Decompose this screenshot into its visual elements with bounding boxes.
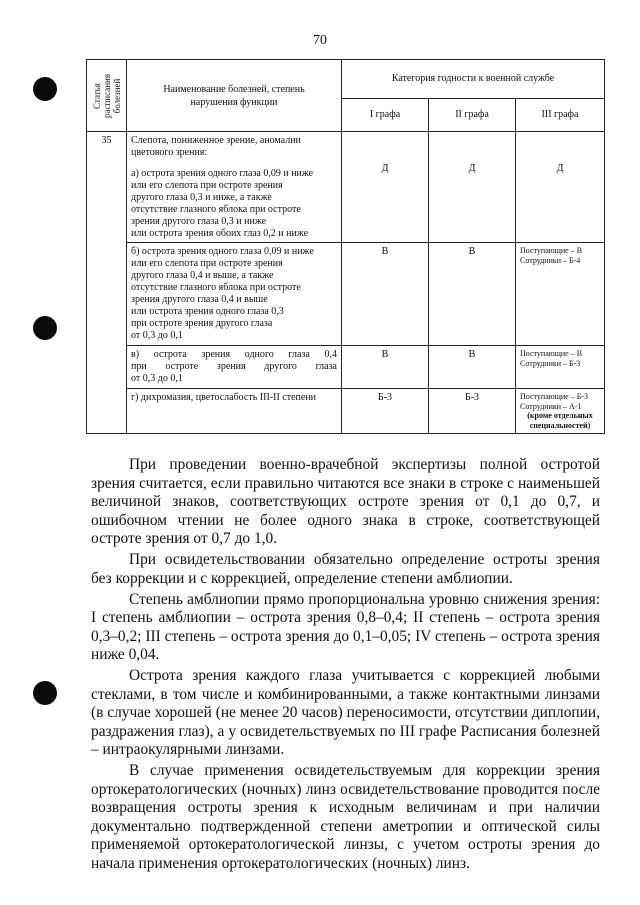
graph-3-header: III графа [516, 99, 605, 132]
condition-cell: б) острота зрения одного глаза 0,09 и ниже или его слепота при остроте зрения другого глаза 0,4 и выше, а также отсутствие глазного яблока при остроте зрения другого глаза 0,4 и выше или острота зрения одного глаза 0,3 при остроте зрения другого глаза от 0,3 до 0,1 [127, 243, 342, 346]
paragraph: Острота зрения каждого глаза учитывается с коррекцией любыми стеклами, в том числе и комбинированными, а также контактными линзами (в случае хорошей (не менее 20 часов) переносимости, отсутствии диплопии, раздражения глаз), а у освидетельствуемых по III графе Расписания болезней – интраокулярными линзами. [91, 667, 600, 758]
disease-schedule-table [86, 59, 605, 434]
graph-1-value: Д [342, 132, 429, 243]
condition-cell: в) острота зрения одного глаза 0,4 при остроте зрения другого глаза от 0,3 до 0,1 [127, 346, 342, 389]
article-number: 35 [87, 132, 127, 434]
table-row [87, 346, 605, 389]
table-row [87, 243, 605, 346]
paragraph: В случае применения освидетельствуемым для коррекции зрения ортокератологических (ночных) линз освидетельствование проводится после возвращения остроты зрения к исходным величинам и при наличии документально подтвержденной степени аметропии и оптической силы применяемой ортокератологической линзы, с учетом остроты зрения до начала применения ортокератологических (ночных) линз. [91, 762, 600, 872]
graph-2-value: Д [429, 132, 516, 243]
article-column-label: Статья расписания болезней [91, 73, 122, 118]
paragraph: При проведении военно-врачебной экспертизы полной остротой зрения считается, если правильно читаются все знаки в строке с наименьшей величиной знаков, соответствующих остроте зрения от 0,1 до 0,7, и ошибочном чтении не более одного знака в строке, соответствующей остроте зрения от 0,7 до 1,0. [91, 456, 600, 547]
paragraph: При освидетельствовании обязательно определение остроты зрения без коррекции и с коррекцией, определение степени амблиопии. [91, 551, 600, 587]
graph-3-value: Д [516, 132, 605, 243]
condition-cell: г) дихромазия, цветослабость III-II степени [127, 389, 342, 434]
graph-1-value: В [342, 243, 429, 346]
table-header-row [87, 60, 605, 99]
article-column-header [87, 60, 127, 132]
graph-3-value: Поступающие – В Сотрудники – Б-4 [516, 243, 605, 346]
condition-text: а) острота зрения одного глаза 0,09 и ниже или его слепота при остроте зрения другого глаза 0,3 и ниже, а также отсутствие глазного яблока при остроте зрения другого глаза 0,3 и ниже или острота зрения обоих глаз 0,2 и ниже [131, 168, 314, 239]
category-column-header: Категория годности к военной службе [342, 60, 605, 99]
table-row [87, 132, 605, 243]
body-text [91, 456, 600, 876]
punch-hole [33, 316, 57, 340]
condition-cell [127, 132, 342, 243]
table-row [87, 389, 605, 434]
graph-2-value: В [429, 346, 516, 389]
graph-2-value: Б-3 [429, 389, 516, 434]
punch-hole [33, 77, 57, 101]
page-number: 70 [313, 33, 327, 48]
disease-name-column-header: Наименование болезней, степень нарушения функции [127, 60, 342, 132]
graph-3-value: Поступающие – В Сотрудники – Б-3 [516, 346, 605, 389]
graph-2-value: В [429, 243, 516, 346]
section-intro: Слепота, пониженное зрение, аномалии цветового зрения: [131, 135, 301, 158]
graph-1-header: I графа [342, 99, 429, 132]
graph-3-value: Поступающие – Б-3 Сотрудники – А-1 (кроме отдельных специальностей) [516, 389, 605, 434]
graph-1-value: В [342, 346, 429, 389]
paragraph: Степень амблиопии прямо пропорциональна уровню снижения зрения: I степень амблиопии – острота зрения 0,8–0,4; II степень – острота зрения 0,3–0,2; III степень – острота зрения до 0,1–0,05; IV степень – острота зрения ниже 0,04. [91, 590, 600, 663]
graph-1-value: Б-3 [342, 389, 429, 434]
punch-hole [33, 681, 57, 705]
graph-2-header: II графа [429, 99, 516, 132]
